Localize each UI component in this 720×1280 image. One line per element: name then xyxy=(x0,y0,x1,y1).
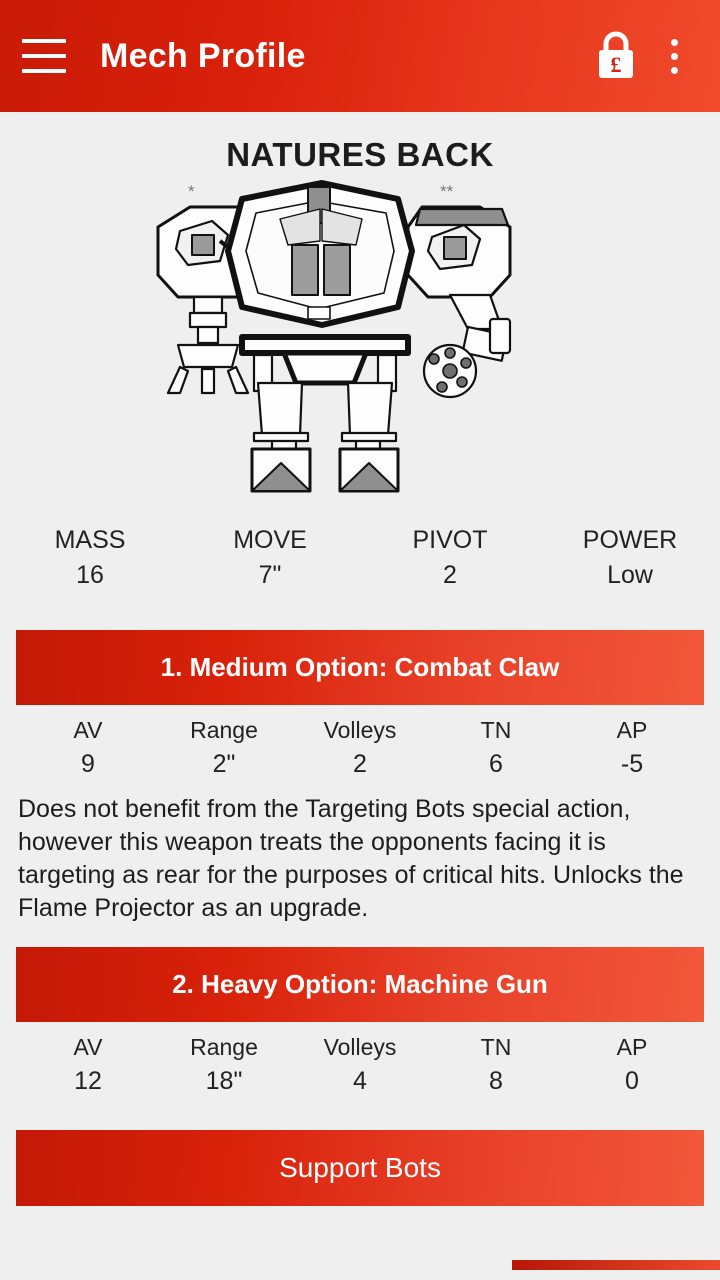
stat-value: 2 xyxy=(443,561,457,589)
lock-pound-glyph xyxy=(593,30,639,82)
weapon-stat-label: Range xyxy=(190,717,258,743)
weapon-stat-tn xyxy=(428,717,564,779)
hamburger-line xyxy=(22,69,66,73)
more-vertical-icon[interactable] xyxy=(650,26,698,86)
stat-pivot xyxy=(360,526,540,590)
weapon-stat-volleys xyxy=(292,717,428,779)
weapon-stat-value: 9 xyxy=(81,750,95,778)
lock-pound-icon[interactable] xyxy=(588,26,644,86)
weapon-stat-value: 8 xyxy=(489,1067,503,1095)
kebab-dot xyxy=(671,53,678,60)
weapon-stat-av xyxy=(20,1034,156,1096)
weapon-stat-ap xyxy=(564,1034,700,1096)
stat-value: 7" xyxy=(258,561,282,589)
hamburger-line xyxy=(22,54,66,58)
stat-power xyxy=(540,526,720,590)
weapon-stat-tn xyxy=(428,1034,564,1096)
weapon-stat-label: Volleys xyxy=(323,1034,397,1060)
weapon-2-title[interactable]: 2. Heavy Option: Machine Gun xyxy=(16,947,704,1022)
kebab-dot xyxy=(671,67,678,74)
stat-label: PIVOT xyxy=(412,526,488,554)
art-marker-right: ** xyxy=(440,182,454,201)
weapon-stat-value: 0 xyxy=(625,1067,639,1095)
mech-stats-row xyxy=(0,514,720,612)
weapon-stat-value: 6 xyxy=(489,750,503,778)
stat-mass xyxy=(0,526,180,590)
weapon-1-stats xyxy=(16,705,704,787)
weapon-stat-label: AV xyxy=(73,717,103,743)
stat-value: Low xyxy=(607,561,653,589)
weapon-stat-ap xyxy=(564,717,700,779)
hamburger-line xyxy=(22,39,66,43)
weapon-1-title[interactable]: 1. Medium Option: Combat Claw xyxy=(16,630,704,705)
weapon-stat-value: 18" xyxy=(205,1067,243,1095)
weapon-stat-label: TN xyxy=(480,1034,512,1060)
stat-label: MASS xyxy=(54,526,126,554)
weapon-2-stats xyxy=(16,1022,704,1104)
mech-illustration xyxy=(0,174,720,514)
support-bots-section xyxy=(0,1130,720,1206)
weapon-stat-label: Volleys xyxy=(323,717,397,743)
svg-text:£: £ xyxy=(610,52,622,77)
weapon-stat-label: AP xyxy=(616,717,648,743)
weapon-stat-label: Range xyxy=(190,1034,258,1060)
weapon-stat-value: 2" xyxy=(212,750,236,778)
stat-label: MOVE xyxy=(233,526,307,554)
weapon-stat-volleys xyxy=(292,1034,428,1096)
hamburger-menu-icon[interactable] xyxy=(22,39,66,73)
mech-name: NATURES BACK xyxy=(226,136,494,173)
weapon-stat-label: TN xyxy=(480,717,512,743)
weapon-card-1 xyxy=(0,630,720,929)
weapon-stat-value: 2 xyxy=(353,750,367,778)
profile-scroll-area[interactable] xyxy=(0,112,720,1280)
weapon-stat-range xyxy=(156,717,292,779)
weapon-stat-range xyxy=(156,1034,292,1096)
weapon-1-description: Does not benefit from the Targeting Bots special action, however this weapon treats the opponents facing it is targeting as rear for the purposes of critical hits. Unlocks the Flame Projector as an upgrade. xyxy=(18,795,684,922)
scroll-indicator-track xyxy=(512,1260,720,1270)
art-marker-left: * xyxy=(188,182,195,201)
app-bar xyxy=(0,0,720,112)
stat-label: POWER xyxy=(582,526,678,554)
weapon-stat-value: -5 xyxy=(620,750,644,778)
page-title: Mech Profile xyxy=(100,36,306,75)
weapon-stat-label: AV xyxy=(73,1034,103,1060)
support-bots-button[interactable]: Support Bots xyxy=(16,1130,704,1206)
weapon-stat-av xyxy=(20,717,156,779)
weapon-stat-value: 4 xyxy=(353,1067,367,1095)
mech-line-art xyxy=(150,179,570,509)
stat-value: 16 xyxy=(76,561,104,589)
stat-move xyxy=(180,526,360,590)
kebab-dot xyxy=(671,39,678,46)
weapon-card-2 xyxy=(0,947,720,1104)
scroll-indicator[interactable] xyxy=(0,1260,720,1270)
weapon-stat-label: AP xyxy=(616,1034,648,1060)
weapon-stat-value: 12 xyxy=(74,1067,102,1095)
